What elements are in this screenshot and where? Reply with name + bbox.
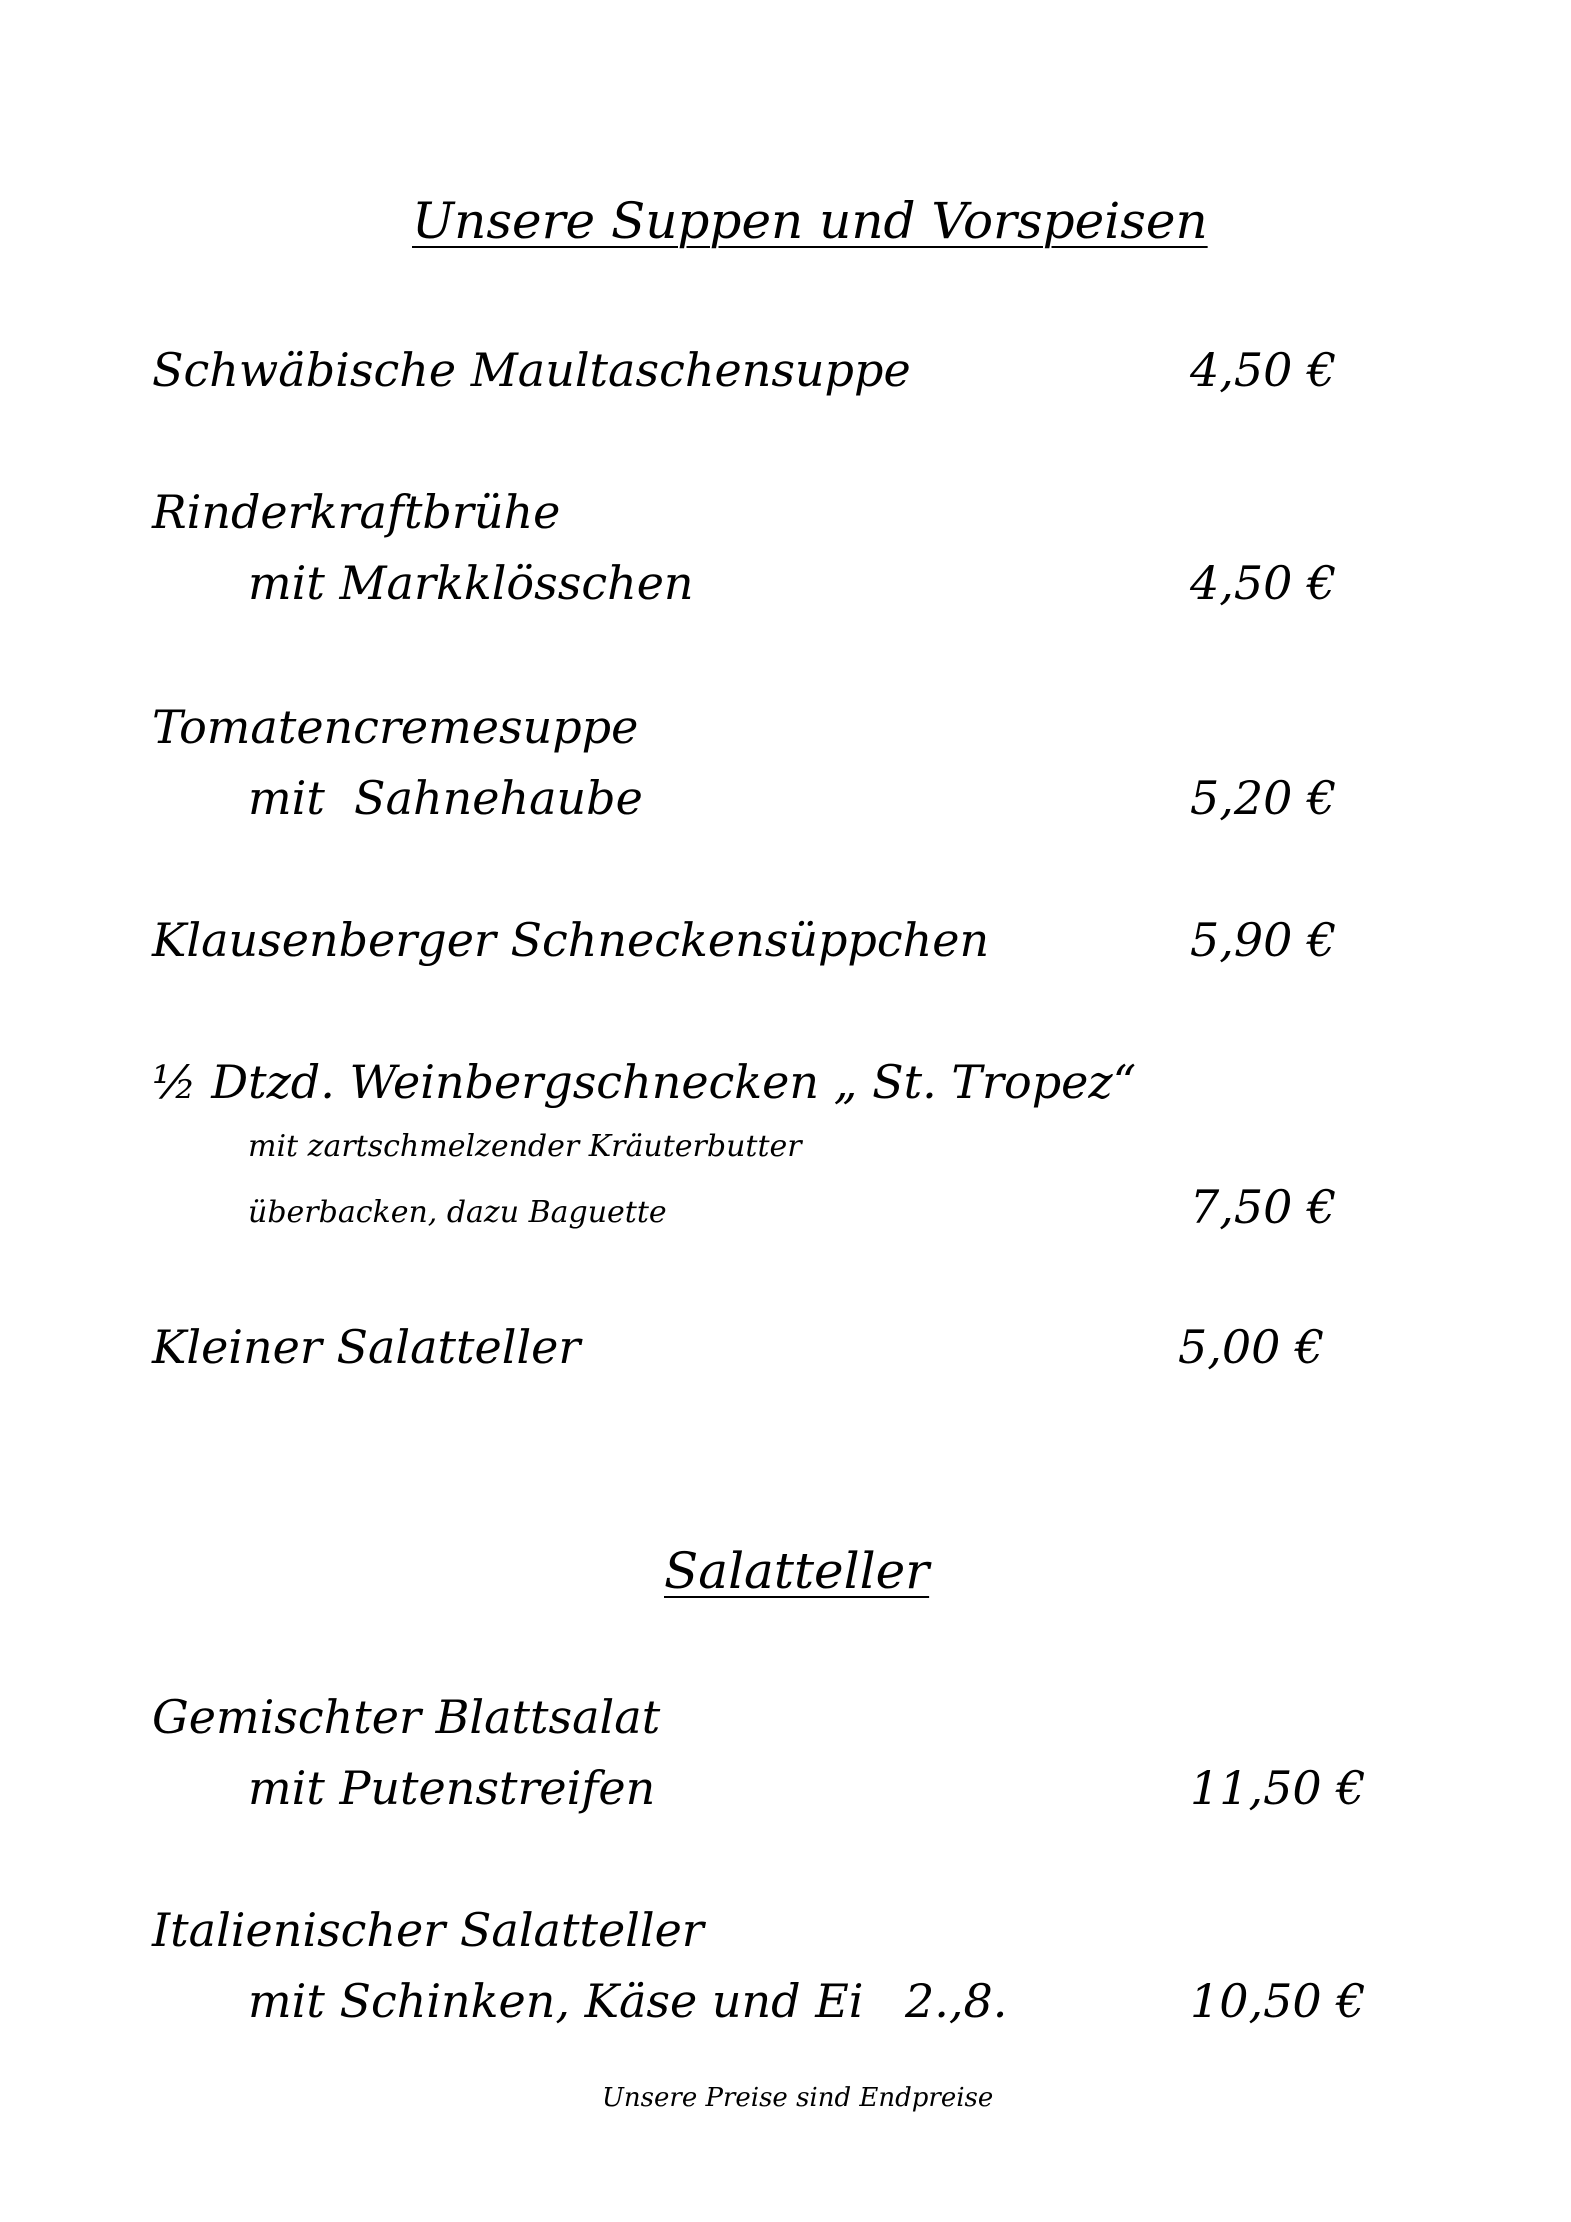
menu-item-price: 4,50 € <box>1190 556 1337 610</box>
menu-item-price: 4,50 € <box>1190 343 1337 397</box>
menu-item-detail: mit Markklösschen <box>248 556 694 610</box>
menu-item-name: Gemischter Blattsalat <box>152 1690 661 1744</box>
menu-item-detail: mit zartschmelzender Kräuterbutter <box>248 1129 802 1164</box>
menu-item-price: 5,00 € <box>1178 1320 1325 1374</box>
menu-item-detail: mit Schinken, Käse und Ei <box>248 1974 864 2028</box>
menu-item-name: Rinderkraftbrühe <box>152 485 561 539</box>
menu-item-detail: überbacken, dazu Baguette <box>248 1195 667 1230</box>
section-title-salads: Salatteller <box>664 1542 930 1600</box>
menu-item-name: Klausenberger Schneckensüppchen <box>152 913 990 967</box>
footer-note: Unsere Preise sind Endpreise <box>602 2083 994 2113</box>
section-title-soups: Unsere Suppen und Vorspeisen <box>412 192 1208 250</box>
menu-item-price: 5,20 € <box>1190 771 1337 825</box>
menu-item-price: 11,50 € <box>1190 1761 1366 1815</box>
menu-item-price: 10,50 € <box>1190 1974 1366 2028</box>
menu-item-name: ½ Dtzd. Weinbergschnecken „ St. Tropez“ <box>152 1055 1137 1109</box>
menu-item-detail: mit Sahnehaube <box>248 771 643 825</box>
menu-item-name: Kleiner Salatteller <box>152 1320 581 1374</box>
menu-item-price: 7,50 € <box>1190 1180 1337 1234</box>
menu-item-price: 5,90 € <box>1190 913 1337 967</box>
menu-item-detail: mit Putenstreifen <box>248 1761 656 1815</box>
allergen-codes: 2.,8. <box>905 1974 1008 2028</box>
menu-item-name: Schwäbische Maultaschensuppe <box>152 343 911 397</box>
menu-item-name: Italienischer Salatteller <box>152 1903 704 1957</box>
menu-item-name: Tomatencremesuppe <box>152 700 639 754</box>
